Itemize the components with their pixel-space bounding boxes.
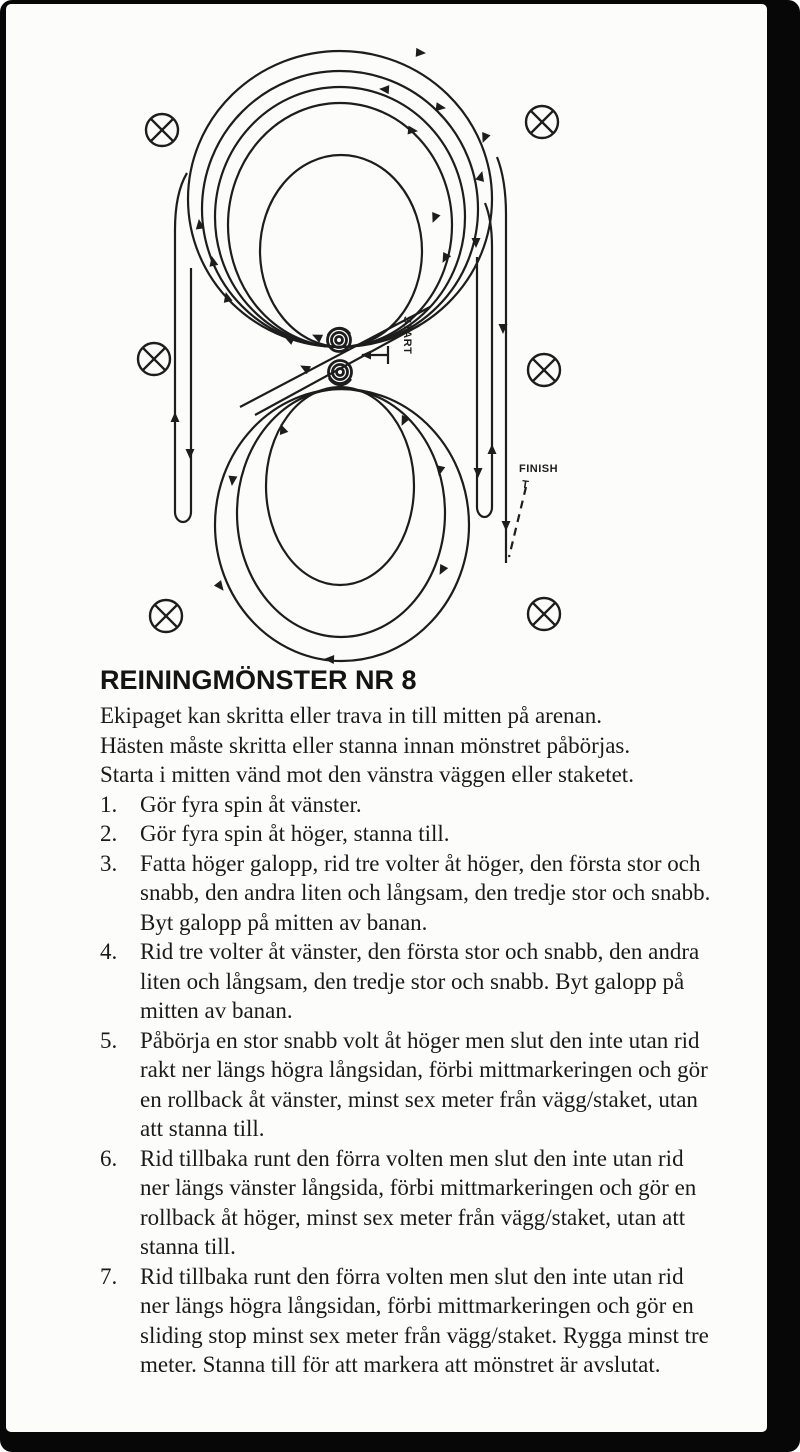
instruction-item [100, 1144, 716, 1262]
document-page [6, 4, 767, 1432]
instruction-item [100, 1026, 716, 1144]
direction-arrow [416, 48, 427, 58]
finish-label: FINISH [519, 463, 559, 475]
item-number: 5. [100, 1027, 118, 1053]
arena-marker-circled-x [528, 598, 560, 630]
item-text: Rid tre volter åt vänster, den första stor och snabb, den andra liten och långsam, den tredje stor och snabb. Byt galopp på mitten av banan. [140, 939, 700, 1023]
bottom-circle-group [215, 387, 469, 661]
arena-marker-circled-x [150, 600, 182, 632]
finish-tick-mark: T [520, 478, 530, 492]
item-text: Fatta höger galopp, rid tre volter åt höger, den första stor och snabb, den andra liten och långsam, den tredje stor och snabb. Byt galopp på mitten av banan. [140, 850, 711, 935]
item-text: Gör fyra spin åt vänster. [140, 791, 362, 817]
direction-arrow [324, 654, 334, 664]
item-number: 6. [100, 1145, 118, 1171]
instruction-item [100, 1262, 716, 1380]
arena-markers [138, 106, 560, 632]
direction-arrow [379, 84, 390, 94]
direction-arrow [428, 212, 440, 225]
direction-arrow [474, 468, 483, 478]
start-label: START [401, 316, 413, 355]
instruction-item [100, 790, 716, 820]
top-small-circle [260, 155, 422, 347]
item-number: 4. [100, 939, 118, 964]
direction-arrow [408, 126, 419, 136]
finish-pointer-dashed-line [509, 487, 526, 557]
direction-arrow [361, 351, 371, 360]
sliding-stop-line [497, 157, 506, 563]
item-number: 1. [100, 791, 118, 817]
spin-marker-bottom [329, 361, 352, 386]
item-number: 7. [100, 1263, 118, 1289]
intro-paragraphs [100, 701, 716, 790]
text-block [100, 664, 716, 1380]
top-large-circle-1 [188, 51, 492, 347]
item-text: Rid tillbaka runt den förra volten men slut den inte utan rid ner längs vänster långsida, förbi mittmarkeringen och gör en rollback åt höger, minst sex meter från vägg/staket, utan att stanna till. [140, 1145, 697, 1259]
pattern-diagram [95, 25, 615, 665]
item-number: 2. [100, 821, 118, 846]
direction-arrow [502, 521, 511, 531]
arena-marker-circled-x [138, 343, 170, 375]
direction-arrow [214, 580, 227, 593]
direction-arrow [488, 444, 497, 454]
item-number: 3. [100, 850, 118, 876]
left-rundown-rollback-path [175, 173, 191, 522]
direction-arrow [227, 476, 237, 487]
direction-arrow [207, 255, 218, 267]
item-text: Gör fyra spin åt höger, stanna till. [140, 821, 450, 846]
bottom-large-circle [215, 389, 469, 661]
spin-marker-top [328, 328, 351, 352]
direction-arrow [186, 449, 195, 459]
intro-line: Ekipaget kan skritta eller trava in till mitten på arenan. [100, 703, 602, 728]
top-circle-group [188, 51, 492, 347]
arena-marker-circled-x [146, 114, 178, 146]
direction-arrow [171, 412, 180, 422]
item-text: Rid tillbaka runt den förra volten men slut den inte utan rid ner längs högra långsidan, förbi mittmarkeringen och gör en sliding stop minst sex meter från vägg/staket. Rygga minst tre meter. Stanna till för att markera att mönstret är avslutat. [140, 1263, 709, 1377]
direction-arrow [436, 564, 449, 577]
page-title: REININGMÖNSTER NR 8 [100, 665, 417, 695]
instruction-item [100, 937, 716, 1026]
intro-line: Hästen måste skritta eller stanna innan mönstret påbörjas. [100, 732, 631, 758]
instruction-list [100, 790, 716, 1380]
top-large-circle-2 [202, 71, 478, 347]
item-text: Påbörja en stor snabb volt åt höger men slut den inte utan rid rakt ner längs högra långsidan, förbi mittmarkeringen och gör en rollback åt vänster, minst sex meter från vägg/staket, utan att stanna till. [140, 1027, 708, 1141]
arena-marker-circled-x [528, 354, 560, 386]
instruction-item [100, 819, 716, 849]
arena-marker-circled-x [526, 106, 558, 138]
intro-line: Starta i mitten vänd mot den vänstra väggen eller staketet. [100, 762, 634, 787]
bottom-small-circle [266, 387, 414, 585]
direction-arrow [475, 170, 486, 182]
instruction-item [100, 849, 716, 938]
